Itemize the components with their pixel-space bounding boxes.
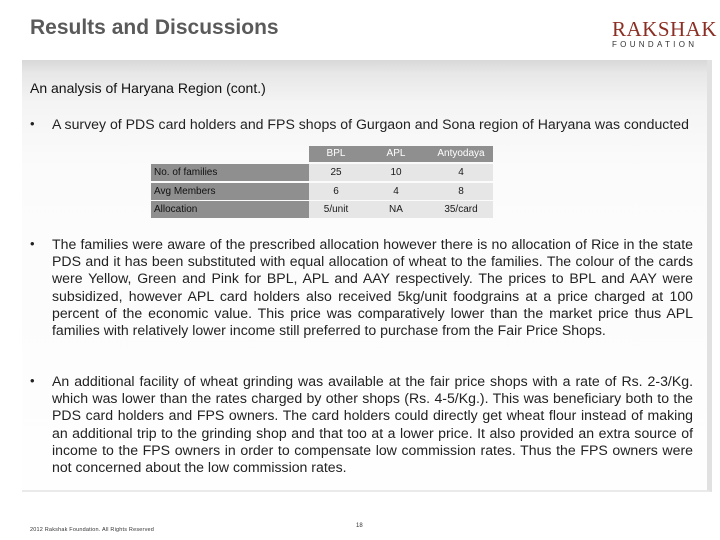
cell-value: 10	[390, 167, 402, 178]
cell-value: 6	[333, 186, 339, 197]
section-subtitle: An analysis of Haryana Region (cont.)	[30, 80, 266, 96]
col-header-bpl: BPL	[326, 148, 346, 159]
row-cells	[309, 183, 493, 200]
cell-value: 5/unit	[323, 204, 349, 215]
bullet-marker: •	[30, 116, 35, 131]
cell-value: 4	[393, 186, 399, 197]
col-header-antyodaya: Antyodaya	[437, 148, 485, 159]
cell-value: 35/card	[444, 204, 478, 215]
bullet-text-survey: A survey of PDS card holders and FPS shops of Gurgaon and Sona region of Haryana was conducted	[52, 116, 689, 132]
row-cells	[309, 164, 493, 181]
cell-value: 4	[458, 167, 464, 178]
row-cells	[309, 201, 493, 218]
bullet-marker: •	[30, 236, 35, 251]
footer-copyright: 2012 Rakshak Foundation. All Rights Reserved	[30, 527, 155, 533]
page-title: Results and Discussions	[30, 16, 279, 39]
cell-value: 25	[330, 167, 342, 178]
row-label: Avg Members	[151, 183, 309, 200]
page-number: 18	[356, 523, 363, 529]
cell-value: NA	[389, 204, 403, 215]
row-label: Allocation	[151, 201, 309, 218]
row-label: No. of families	[151, 164, 309, 181]
bullet-marker: •	[30, 373, 35, 388]
cell-value: 8	[458, 186, 464, 197]
rakshak-logo	[612, 17, 718, 50]
bullet-text-grinding: An additional facility of wheat grinding was available at the fair price shops with a rate of Rs. 2-3/Kg. which was lower than the rates charged by other shops (Rs. 4-5/Kg.). This was beneficiary both to the PDS card holders and FPS owners. The card holders could directly get wheat flour instead of making an additional trip to the grinding shop and that too at a lower price. It also provided an extra source of income to the FPS owners in order to compensate low commission rates. Thus the FPS owners were not concerned about the low commission rates.	[52, 373, 693, 476]
table-header-row	[309, 146, 493, 162]
logo-sub-text: FOUNDATION	[612, 40, 698, 49]
col-header-apl: APL	[386, 148, 406, 159]
bullet-text-allocation: The families were aware of the prescribed allocation however there is no allocation of Rice in the state PDS and it has been substituted with equal allocation of wheat to the families. The colour of the cards were Yellow, Green and Pink for BPL, APL and AAY respectively. The prices to BPL and AAY were subsidized, however APL card holders also received 5kg/unit foodgrains at a price charged at 100 percent of the economic value. This price was comparatively lower than the market price thus APL families with relatively lower income still preferred to purchase from the Fair Price Shops.	[52, 236, 693, 339]
logo-main-text: RAKSHAK	[612, 17, 718, 41]
